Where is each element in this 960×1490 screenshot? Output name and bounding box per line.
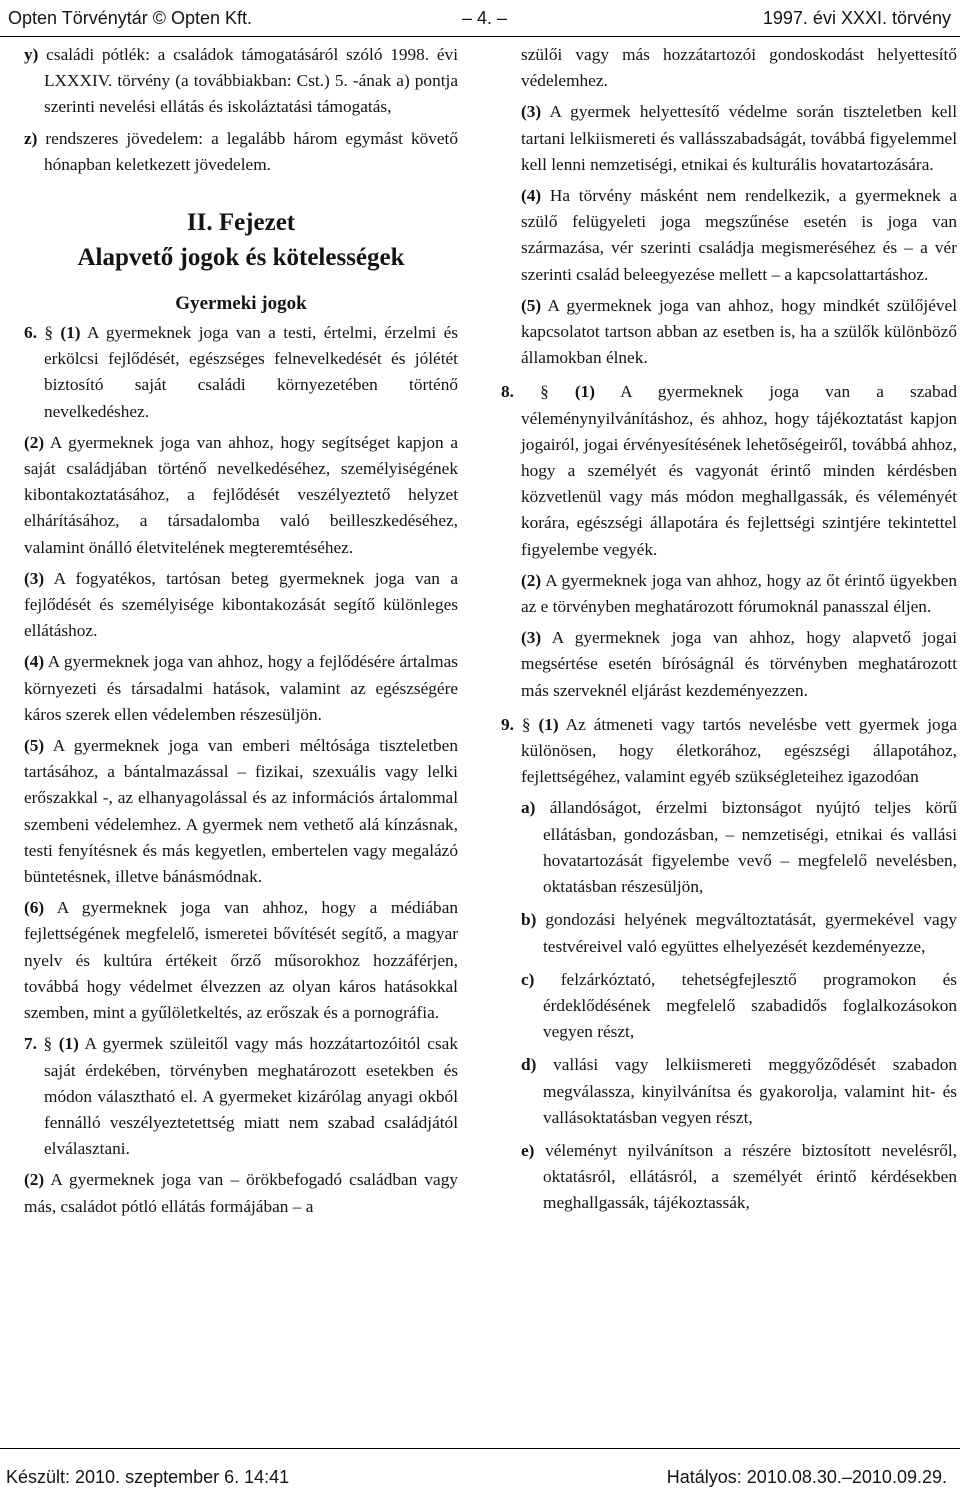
paragraph-number: (1)	[538, 714, 559, 734]
list-item-label: a)	[521, 798, 536, 818]
section-6-sign: §	[44, 323, 53, 343]
list-item	[521, 907, 957, 959]
paragraph-text: A fogyatékos, tartósan beteg gyermeknek joga van a fejlődését és személyisége kibontakozását segítő különleges ellátáshoz.	[24, 568, 458, 641]
paragraph-number: (1)	[58, 1034, 79, 1054]
paragraph-text: A gyermeknek joga van ahhoz, hogy alapvető jogai megsértése esetén bíróságnál és törvényben meghatározott más szerveknél eljárást kezdeményezzen.	[521, 628, 957, 700]
section-6-paragraph-4	[24, 649, 458, 728]
list-item-label: c)	[521, 969, 535, 989]
footer-generated-date: Készült: 2010. szeptember 6. 14:41	[6, 1467, 290, 1487]
list-item	[521, 1138, 957, 1217]
paragraph-number: (5)	[521, 295, 542, 315]
section-7-paragraph-2-continued: szülői vagy más hozzátartozói gondoskodást helyettesítő védelemhez.	[521, 45, 957, 91]
paragraph-number: (1)	[60, 323, 81, 343]
paragraph-text: A gyermeknek joga van ahhoz, hogy az őt érintő ügyekben az e törvényben meghatározott fórumoknál panasszal éljen.	[521, 570, 957, 617]
paragraph-text: A gyermek helyettesítő védelme során tiszteletben kell tartani lelkiismereti és vallásszabadságát, továbbá figyelemmel kell lenni nemzetiségi, etnikai és kulturális hovatartozására.	[521, 102, 957, 174]
paragraph-number: (5)	[24, 736, 45, 756]
paragraph-text: A gyermek szüleitől vagy más hozzátartozóitól csak saját érdekében, törvényben meghatározott esetekben és módon választható el. A gyermeket kizárólag anyagi okból fennálló veszélyeztetettség miatt nem szabad családjától elválasztani.	[44, 1034, 458, 1159]
section-7-paragraph-2	[24, 1167, 458, 1219]
list-item-text: felzárkóztató, tehetségfejlesztő programokon és érdeklődésének megfelelő szabadidős foglalkozásokon vegyen részt,	[543, 969, 958, 1042]
paragraph-number: (4)	[24, 652, 45, 672]
footer-effective-period: Hatályos: 2010.08.30.–2010.09.29.	[666, 1467, 947, 1487]
list-item-text: állandóságot, érzelmi biztonságot nyújtó teljes körű ellátásban, gondozásban, – nemzetiségi, etnikai és vallási hovatartozását figyelembe vevő – megfelelő nevelésben, oktatásban részesüljön,	[543, 798, 957, 897]
paragraph-number: (2)	[24, 432, 45, 452]
page-header	[0, 0, 960, 37]
list-item	[521, 967, 957, 1046]
section-8-paragraph-2	[501, 568, 957, 620]
paragraph-text: A gyermeknek joga van ahhoz, hogy mindkét szülőjével kapcsolatot tartson abban az esetben is, ha a szülők különböző államokban élnek.	[521, 295, 957, 368]
definition-y	[24, 42, 458, 121]
list-item	[521, 1052, 957, 1131]
paragraph-number: (4)	[521, 186, 542, 206]
section-7-paragraph-4	[501, 183, 957, 288]
section-6-paragraph-1	[24, 320, 458, 425]
paragraph-number: (2)	[521, 570, 542, 590]
header-page-number: – 4. –	[462, 8, 508, 28]
section-9-paragraph-1	[501, 712, 957, 791]
section-subtitle: Gyermeki jogok	[175, 293, 307, 315]
definition-y-label: y)	[24, 45, 39, 64]
section-8-sign: §	[540, 382, 549, 402]
list-item-label: d)	[521, 1055, 537, 1075]
paragraph-text: A gyermeknek joga van ahhoz, hogy a fejlődésére ártalmas környezeti és társadalmi hatások, valamint az egészségére káros szerek ellen védelemben részesüljön.	[24, 652, 458, 724]
header-act-title: 1997. évi XXXI. törvény	[762, 8, 951, 28]
section-8-paragraph-1	[501, 379, 957, 562]
paragraph-number: (3)	[521, 102, 542, 122]
paragraph-text: A gyermeknek joga van a testi, értelmi, érzelmi és erkölcsi fejlődését, egészséges felnevelkedését és jólétét biztosító saját családi környezetében történő nevelkedéshez.	[44, 323, 458, 421]
section-9-sign: §	[521, 714, 531, 734]
paragraph-number: (2)	[24, 1170, 45, 1190]
page-footer	[0, 1448, 960, 1485]
paragraph-text: Ha törvény másként nem rendelkezik, a gyermeknek a szülő felügyeleti joga megszűnése esetén is joga van származása, vér szerinti családja megismeréséhez és – a vér szerinti család beleegyezése mellett – a kapcsolattartáshoz.	[521, 186, 957, 284]
section-8-label: 8.	[501, 382, 514, 402]
list-item-text: gondozási helyének megváltoztatását, gyermekével vagy testvéreivel való együttes elhelyezését kezdeményezze,	[543, 910, 957, 956]
left-column	[24, 42, 458, 1225]
list-item-label: b)	[521, 910, 537, 930]
paragraph-text: A gyermeknek joga van emberi méltósága tiszteletben tartásához, a bántalmazással – fizikai, szexuális vagy lelki erőszakkal -, az elhanyagolással és az információs ártalommal szembeni védelemhez. A gyermek nem vethető alá kínzásnak, testi fenyítésnek és más kegyetlen, embertelen vagy megalázó büntetésnek, illetve bánásmódnak.	[24, 736, 458, 887]
definition-z	[24, 126, 458, 178]
section-7-sign: §	[43, 1034, 53, 1054]
list-item	[521, 795, 957, 900]
definition-z-text: rendszeres jövedelem: a legalább három egymást követő hónapban keletkezett jövedelem.	[44, 128, 458, 174]
paragraph-number: (3)	[24, 568, 45, 588]
list-item-text: vallási vagy lelkiismereti meggyőződését szabadon megválassza, kinyilvánítsa és gyakorolja, valamint hit- és vallásoktatásban vegyen részt,	[543, 1055, 957, 1127]
paragraph-text: A gyermeknek joga van ahhoz, hogy a médiában fejlettségének megfelelő, ismeretei bővítését segítő, a magyar nyelv és kultúra értékeit őrző műsorokhoz hozzáférjen, továbbá hogy védelmet élvezzen az olyan káros hatásokkal szemben, mint a gyűlöletkeltés, az erőszak és a pornográfia.	[24, 898, 459, 1023]
list-item-label: e)	[521, 1140, 535, 1160]
section-9-item-list	[501, 795, 957, 1216]
section-6-paragraph-2	[24, 430, 458, 561]
section-6-label: 6.	[24, 323, 37, 343]
section-6-paragraph-5	[24, 733, 458, 890]
right-column	[501, 42, 957, 1224]
header-publisher: Opten Törvénytár © Opten Kft.	[8, 8, 253, 28]
paragraph-text: A gyermeknek joga van – örökbefogadó családban vagy más, családot pótló ellátás formájában – a	[24, 1170, 458, 1216]
section-7-label: 7.	[24, 1034, 37, 1054]
paragraph-number: (3)	[521, 628, 542, 648]
paragraph-text: A gyermeknek joga van a szabad véleménynyilvánításhoz, és ahhoz, hogy tájékoztatást kapjon jogairól, jogai érvényesítésének lehetőségeiről, továbbá ahhoz, hogy a személyét és vagyonát érintő minden kérdésben közvetlenül vagy más módon meghallgassák, és véleményét korára, egészségi állapotára és fejlettségi szintjére tekintettel figyelembe vegyék.	[521, 382, 957, 559]
section-6-paragraph-3	[24, 566, 458, 645]
section-8-paragraph-3	[501, 625, 957, 704]
section-6-paragraph-6	[24, 895, 458, 1026]
paragraph-number: (1)	[574, 382, 595, 402]
paragraph-text: Az átmeneti vagy tartós nevelésbe vett gyermek joga különösen, hogy életkorához, egészségi állapotához, fejlettségéhez, valamint egyéb szükségleteihez igazodóan	[521, 714, 957, 787]
chapter-title: Alapvető jogok és kötelességek	[77, 244, 405, 272]
section-7-paragraph-3	[501, 99, 957, 178]
section-7-paragraph-1	[24, 1031, 458, 1162]
section-9-label: 9.	[501, 714, 514, 734]
definition-z-label: z)	[24, 128, 38, 148]
definition-y-text: családi pótlék: a családok támogatásáról szóló 1998. évi LXXXIV. törvény (a továbbiakban: Cst.) 5. -ának a) pontja szerinti nevelési ellátás és iskoláztatási támogatás,	[44, 45, 458, 117]
paragraph-text: A gyermeknek joga van ahhoz, hogy segítséget kapjon a saját családjában történő nevelkedéséhez, személyiségének kibontakoztatásához, a fejlődését veszélyeztető helyzet elhárításához, a társadalomba való beilleszkedéséhez, valamint önálló életvitelének megteremtéséhez.	[24, 432, 458, 557]
list-item-text: véleményt nyilvánítson a részére biztosított nevelésről, oktatásról, ellátásról, a személyét érintő kérdésekben meghallgassák, tájékoztassák,	[543, 1140, 957, 1213]
section-7-paragraph-5	[501, 293, 957, 372]
paragraph-number: (6)	[24, 898, 45, 918]
chapter-number: II. Fejezet	[186, 209, 296, 237]
